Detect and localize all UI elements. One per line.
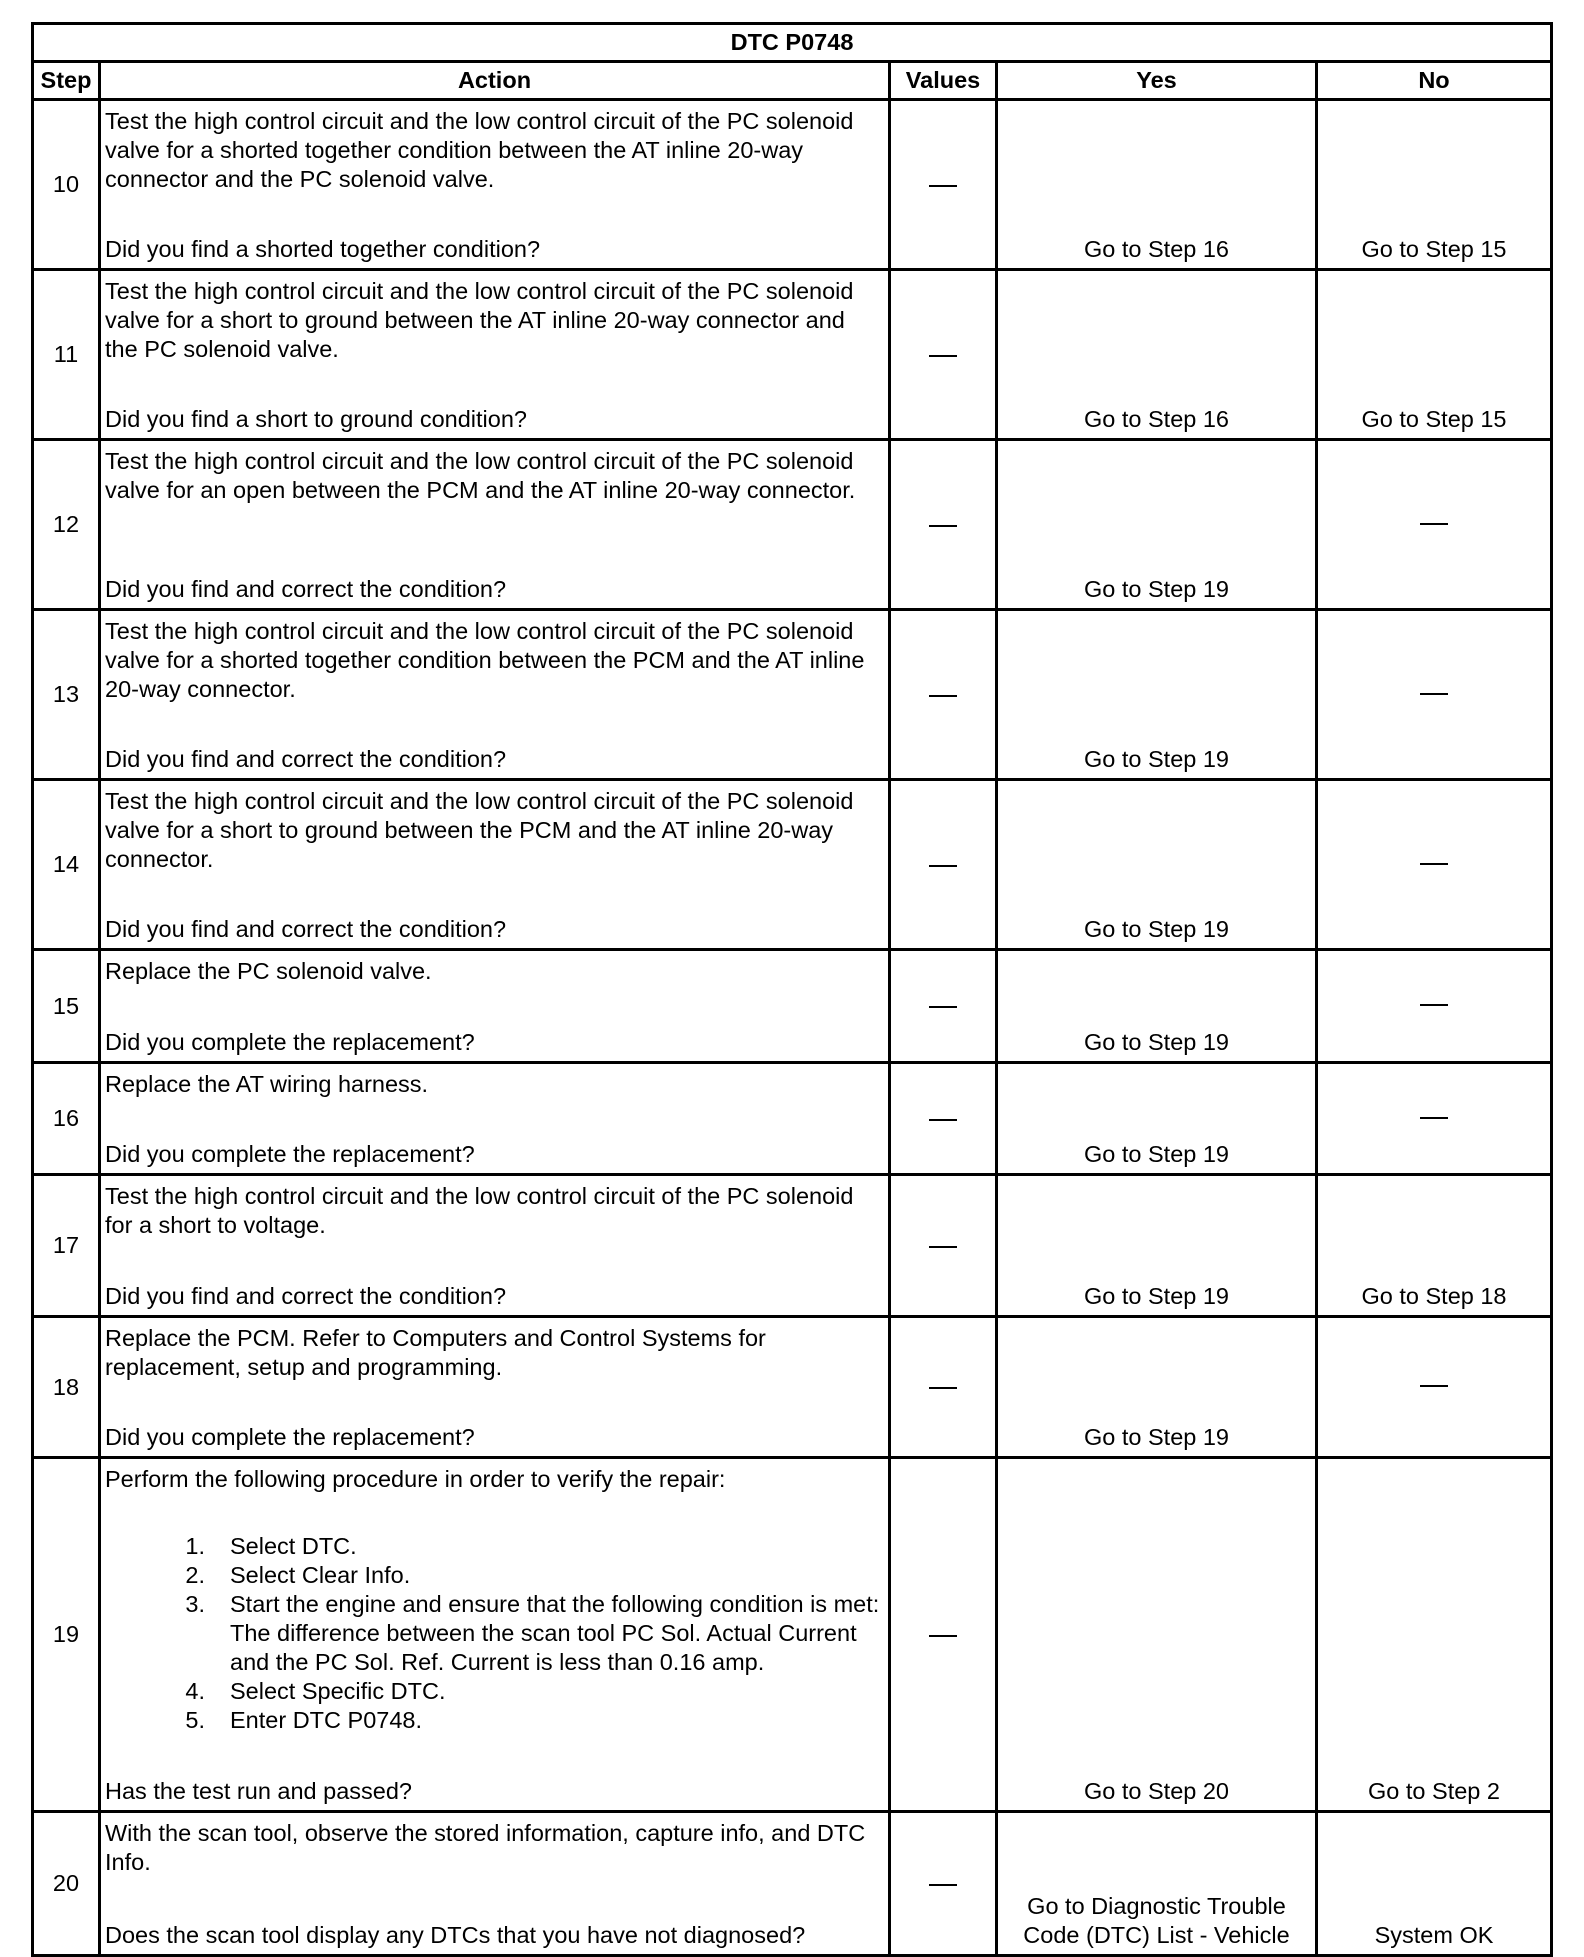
step-number: 18 — [33, 1317, 100, 1458]
no-dash — [1420, 1385, 1448, 1387]
table-row — [33, 1458, 1552, 1812]
procedure-item: 2. Select Clear Info. — [185, 1562, 411, 1588]
dtc-table — [31, 22, 1553, 1957]
action-cell — [100, 1175, 890, 1317]
no-cell: System OK — [1317, 1812, 1552, 1956]
table-row — [33, 1317, 1552, 1458]
step-number: 13 — [33, 610, 100, 780]
no-cell — [1317, 440, 1552, 610]
yes-cell: Go to Step 16 — [997, 270, 1317, 440]
yes-cell: Go to Step 19 — [997, 1317, 1317, 1458]
no-cell: Go to Step 15 — [1317, 100, 1552, 270]
no-cell — [1317, 610, 1552, 780]
action-cell — [100, 1063, 890, 1175]
header-values: Values — [890, 62, 997, 100]
action-text: Test the high control circuit and the low control circuit of the PC solenoid valve for a short to ground between the PCM and the AT inline 20-way connector. — [105, 788, 854, 872]
values-dash — [929, 1884, 957, 1886]
no-cell: Go to Step 15 — [1317, 270, 1552, 440]
procedure-item: 4. Select Specific DTC. — [185, 1678, 446, 1704]
step-number: 11 — [33, 270, 100, 440]
action-cell — [100, 440, 890, 610]
values-cell — [890, 100, 997, 270]
no-cell — [1317, 780, 1552, 950]
step-number: 17 — [33, 1175, 100, 1317]
question-text: Has the test run and passed? — [105, 1778, 413, 1804]
no-dash — [1420, 1004, 1448, 1006]
values-cell — [890, 780, 997, 950]
values-dash — [929, 1119, 957, 1121]
values-cell — [890, 610, 997, 780]
no-dash — [1420, 1117, 1448, 1119]
no-cell — [1317, 1317, 1552, 1458]
header-no: No — [1317, 62, 1552, 100]
action-text: Test the high control circuit and the low control circuit of the PC solenoid valve for a short to ground between the AT inline 20-way connector and the PC solenoid valve. — [105, 278, 854, 362]
action-cell — [100, 950, 890, 1063]
yes-cell: Go to Step 19 — [997, 1175, 1317, 1317]
yes-cell: Go to Step 19 — [997, 950, 1317, 1063]
procedure-item: 3. Start the engine and ensure that the following condition is met: The difference between the scan tool PC Sol. Actual Current and the PC Sol. Ref. Current is less than 0.16 amp. — [185, 1591, 880, 1675]
action-cell — [100, 1458, 890, 1812]
step-number: 19 — [33, 1458, 100, 1812]
action-text: Test the high control circuit and the low control circuit of the PC solenoid for a short to voltage. — [105, 1183, 854, 1238]
question-text: Did you find and correct the condition? — [105, 1283, 507, 1309]
table-row — [33, 100, 1552, 270]
values-dash — [929, 865, 957, 867]
action-text: Perform the following procedure in order to verify the repair: — [105, 1466, 726, 1492]
no-cell: Go to Step 18 — [1317, 1175, 1552, 1317]
action-text: Test the high control circuit and the low control circuit of the PC solenoid valve for an open between the PCM and the AT inline 20-way connector. — [105, 448, 856, 503]
question-text: Did you find and correct the condition? — [105, 576, 507, 602]
yes-cell: Go to Diagnostic Trouble Code (DTC) List - Vehicle — [997, 1812, 1317, 1956]
table-row — [33, 610, 1552, 780]
procedure-item: 5. Enter DTC P0748. — [185, 1707, 423, 1733]
header-row — [33, 62, 1552, 100]
table-row — [33, 440, 1552, 610]
no-dash — [1420, 863, 1448, 865]
question-text: Did you find a short to ground condition? — [105, 406, 527, 432]
action-text: Test the high control circuit and the low control circuit of the PC solenoid valve for a shorted together condition between the PCM and the AT inline 20-way connector. — [105, 618, 865, 702]
action-text: Replace the PCM. Refer to Computers and Control Systems for replacement, setup and programming. — [105, 1325, 766, 1380]
question-text: Did you find and correct the condition? — [105, 916, 507, 942]
step-number: 16 — [33, 1063, 100, 1175]
question-text: Did you find a shorted together condition? — [105, 236, 541, 262]
question-text: Did you complete the replacement? — [105, 1029, 475, 1055]
action-text: With the scan tool, observe the stored information, capture info, and DTC Info. — [105, 1820, 866, 1875]
step-number: 10 — [33, 100, 100, 270]
yes-cell: Go to Step 19 — [997, 780, 1317, 950]
step-number: 20 — [33, 1812, 100, 1956]
step-number: 12 — [33, 440, 100, 610]
values-dash — [929, 525, 957, 527]
yes-cell: Go to Step 16 — [997, 100, 1317, 270]
action-text: Test the high control circuit and the low control circuit of the PC solenoid valve for a shorted together condition between the AT inline 20-way connector and the PC solenoid valve. — [105, 108, 854, 192]
values-dash — [929, 695, 957, 697]
no-dash — [1420, 693, 1448, 695]
values-dash — [929, 1246, 957, 1248]
action-text: Replace the AT wiring harness. — [105, 1071, 429, 1097]
action-cell — [100, 610, 890, 780]
header-step: Step — [33, 62, 100, 100]
yes-cell: Go to Step 19 — [997, 1063, 1317, 1175]
action-cell — [100, 100, 890, 270]
table-row — [33, 1175, 1552, 1317]
values-cell — [890, 1812, 997, 1956]
question-text: Did you complete the replacement? — [105, 1141, 475, 1167]
no-cell: Go to Step 2 — [1317, 1458, 1552, 1812]
header-yes: Yes — [997, 62, 1317, 100]
question-text: Does the scan tool display any DTCs that you have not diagnosed? — [105, 1922, 806, 1948]
procedure-item: 1. Select DTC. — [185, 1533, 357, 1559]
procedure-list — [105, 1532, 882, 1735]
values-cell — [890, 950, 997, 1063]
question-text: Did you find and correct the condition? — [105, 746, 507, 772]
values-dash — [929, 1006, 957, 1008]
no-cell — [1317, 1063, 1552, 1175]
values-cell — [890, 1458, 997, 1812]
values-cell — [890, 1175, 997, 1317]
step-number: 15 — [33, 950, 100, 1063]
table-row — [33, 270, 1552, 440]
table-row — [33, 950, 1552, 1063]
values-cell — [890, 440, 997, 610]
table-row — [33, 780, 1552, 950]
values-dash — [929, 1387, 957, 1389]
no-dash — [1420, 523, 1448, 525]
no-cell — [1317, 950, 1552, 1063]
table-title: DTC P0748 — [33, 24, 1552, 62]
step-number: 14 — [33, 780, 100, 950]
table-row — [33, 1063, 1552, 1175]
action-cell — [100, 1317, 890, 1458]
values-cell — [890, 1063, 997, 1175]
values-dash — [929, 355, 957, 357]
yes-cell: Go to Step 19 — [997, 440, 1317, 610]
action-cell — [100, 1812, 890, 1956]
action-cell — [100, 780, 890, 950]
action-text: Replace the PC solenoid valve. — [105, 958, 432, 984]
values-cell — [890, 270, 997, 440]
values-cell — [890, 1317, 997, 1458]
action-cell — [100, 270, 890, 440]
yes-cell: Go to Step 19 — [997, 610, 1317, 780]
values-dash — [929, 1635, 957, 1637]
yes-cell: Go to Step 20 — [997, 1458, 1317, 1812]
header-action: Action — [100, 62, 890, 100]
table-row — [33, 1812, 1552, 1956]
values-dash — [929, 185, 957, 187]
question-text: Did you complete the replacement? — [105, 1424, 475, 1450]
